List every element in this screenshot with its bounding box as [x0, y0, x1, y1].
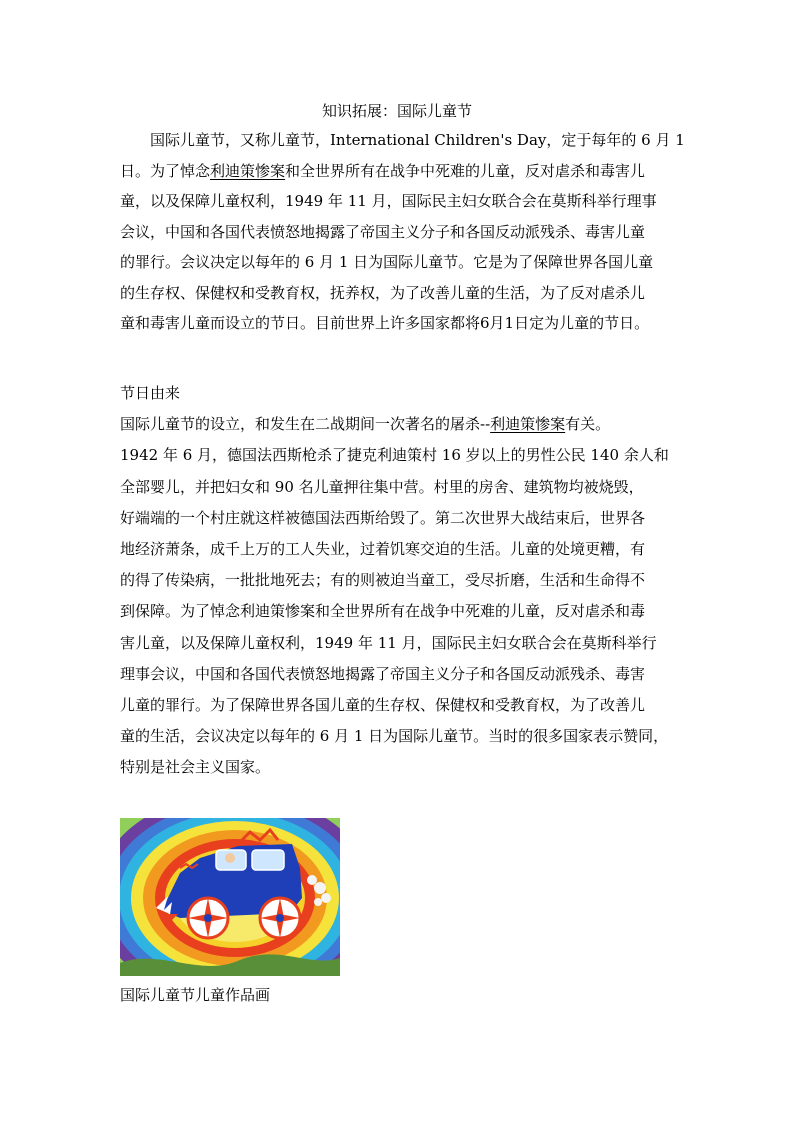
origin-line: 到保障。为了悼念利迪策惨案和全世界所有在战争中死难的儿童，反对虐杀和毒: [120, 602, 646, 621]
car-wheel: [260, 898, 300, 938]
lidice-massacre-term: 利迪策惨案: [490, 415, 566, 434]
origin-text: 有关。: [565, 415, 611, 434]
intro-paragraph: [120, 125, 685, 339]
origin-text: 国际儿童节的设立，和发生在二战期间一次著名的屠杀--: [120, 415, 491, 434]
page-title: 知识拓展：国际儿童节: [321, 102, 472, 120]
intro-line: 童，以及保障儿童权利，1949 年 11 月，国际民主妇女联合会在莫斯科举行理事: [120, 192, 657, 210]
intro-line: 童和毒害儿童而设立的节日。目前世界上许多国家都将6月1日定为儿童的节日。: [120, 314, 650, 332]
intro-text: 日。为了悼念: [120, 161, 211, 180]
origin-line: 全部婴儿，并把妇女和 90 名儿童押往集中营。村里的房舍、建筑物均被烧毁，: [120, 477, 644, 496]
origin-line: [120, 409, 676, 440]
car-wheel: [188, 898, 228, 938]
intro-line: 的罪行。会议决定以每年的 6 月 1 日为国际儿童节。它是为了保障世界各国儿童: [120, 253, 654, 271]
children-drawing-image: [120, 818, 340, 976]
image-caption: 国际儿童节儿童作品画: [120, 986, 271, 1004]
origin-line: 的得了传染病，一批批地死去；有的则被迫当童工，受尽折磨，生活和生命得不: [120, 571, 646, 590]
intro-line: [120, 125, 685, 156]
section-heading: 节日由来: [120, 384, 181, 402]
origin-line: 害儿童，以及保障儿童权利，1949 年 11 月，国际民主妇女联合会在莫斯科举行: [120, 633, 657, 652]
origin-line: 理事会议，中国和各国代表愤怒地揭露了帝国主义分子和各国反动派残杀、毒害: [120, 664, 646, 683]
origin-line: 童的生活，会议决定以每年的 6 月 1 日为国际儿童节。当时的很多国家表示赞同，: [120, 727, 669, 746]
intro-text: 国际儿童节，又称儿童节，International Children's Day，定于每年的 6 月 1: [150, 131, 685, 149]
origin-line: 1942 年 6 月，德国法西斯枪杀了捷克利迪策村 16 岁以上的男性公民 140 余人和: [120, 446, 669, 465]
origin-line: 地经济萧条，成千上万的工人失业，过着饥寒交迫的生活。儿童的处境更糟，有: [120, 539, 646, 558]
origin-line: 儿童的罪行。为了保障世界各国儿童的生存权、保健权和受教育权，为了改善儿: [120, 695, 646, 714]
lidice-massacre-term: 利迪策惨案: [210, 161, 286, 180]
intro-line: [120, 156, 676, 187]
origin-section: [120, 378, 676, 783]
origin-line: 好端端的一个村庄就这样被德国法西斯给毁了。第二次世界大战结束后，世界各: [120, 508, 646, 527]
car-window: [252, 850, 284, 870]
origin-line: 特别是社会主义国家。: [120, 758, 271, 777]
intro-text: 和全世界所有在战争中死难的儿童，反对虐杀和毒害儿: [285, 161, 646, 180]
intro-line: 会议，中国和各国代表愤怒地揭露了帝国主义分子和各国反动派残杀、毒害儿童: [120, 222, 646, 241]
intro-line: 的生存权、保健权和受教育权，抚养权，为了改善儿童的生活，为了反对虐杀儿: [120, 283, 646, 302]
